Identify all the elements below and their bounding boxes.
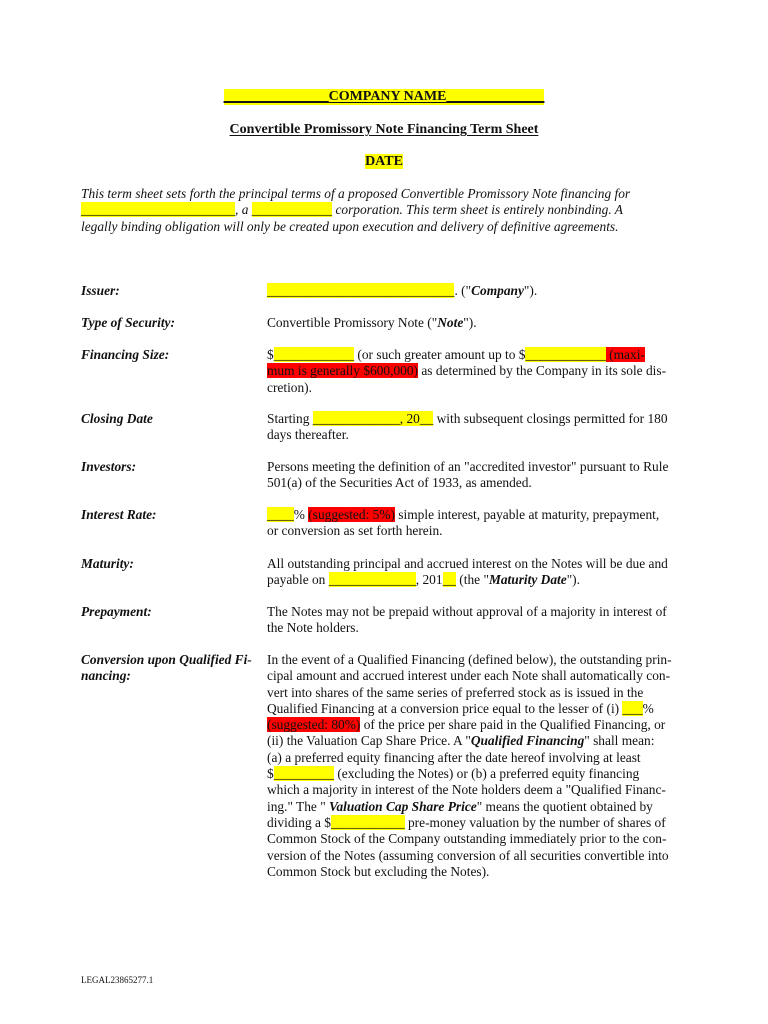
term-value: In the event of a Qualified Financing (defined below), the outstanding prin- cipal amount and accrued interest under each Note shall automatically con- vert into shares of the same series of preferred stock as is issued in the Qualified Financing at a conversion price equal to the lesser of (i) ___% (suggested: 80%) of the price per share paid in the Qualified Financing, or (ii) the Valuation Cap Share Price. A "Qualified Financing" shall mean: (a) a preferred equity financing after the date hereof involving at least $_________ (excluding the Notes) or (b) a preferred equity financing which a majority in interest of the Note holders deem a "Qualified Financ- ing." The " Valuation Cap Share Price" means the quotient obtained by dividing a $___________ pre-money valuation by the number of shares of Common Stock of the Company outstanding immediately prior to the con- version of the Notes (assuming conversion of all securities convertible into Common Stock but excluding the Notes). <box>267 652 672 879</box>
document-title: Convertible Promissory Note Financing Term Sheet <box>229 122 539 137</box>
company-name-lead-blank: _______________ <box>223 89 329 104</box>
closing-date-blank: _____________, 20__ <box>312 411 434 426</box>
financing-max-blank: ____________ <box>525 347 606 362</box>
term-label: Prepayment: <box>81 604 152 619</box>
term-value: Persons meeting the definition of an "accredited investor" pursuant to Rule 501(a) of the Securities Act of 1933, as amended. <box>267 459 669 491</box>
term-label: Conversion upon Qualified Fi- nancing: <box>81 652 252 684</box>
drafting-note-discount: (suggested: 80%) <box>267 717 361 733</box>
term-value: $____________ (or such greater amount up to $____________ (maxi- mum is generally $600,000) as determined by the Company in its sole dis- cretion). <box>267 347 667 395</box>
qualified-amount-blank: _________ <box>273 766 334 782</box>
document-id-footer: LEGAL23865277.1 <box>81 975 154 985</box>
term-value: Convertible Promissory Note ("Note"). <box>267 315 477 330</box>
maturity-year-blank: __ <box>442 572 456 588</box>
term-label: Closing Date <box>81 411 153 426</box>
maturity-date-blank: _____________ <box>328 572 416 588</box>
defined-term-company: Company <box>471 283 524 298</box>
drafting-note-max-cont: mum is generally $600,000) <box>267 363 418 379</box>
date-placeholder: DATE <box>365 154 403 169</box>
intro-line-1: This term sheet sets forth the principal terms of a proposed Convertible Promissory Note financing for <box>81 186 631 201</box>
defined-term-valuation-cap: Valuation Cap Share Price <box>329 798 477 814</box>
term-value: All outstanding principal and accrued interest on the Notes will be due and payable on _____________, 201__ (the "Maturity Date"). <box>267 556 668 588</box>
term-value: ____% (suggested: 5%) simple interest, payable at maturity, prepayment, or conversion as set forth herein. <box>267 507 660 539</box>
valuation-cap-blank: ___________ <box>330 814 405 830</box>
term-value: The Notes may not be prepaid without approval of a majority in interest of the Note holders. <box>267 604 667 636</box>
term-label: Maturity: <box>81 556 134 571</box>
term-label: Issuer: <box>81 283 120 298</box>
term-label: Type of Security: <box>81 315 175 330</box>
defined-term-maturity-date: Maturity Date <box>488 572 567 588</box>
intro-line-2: _______________________, a ____________ corporation. This term sheet is entirely nonbinding. A <box>81 202 623 218</box>
intro-line-3: legally binding obligation will only be created upon execution and delivery of definitive agreements. <box>81 218 619 234</box>
date-heading <box>0 154 768 170</box>
term-label: Interest Rate: <box>81 507 157 522</box>
drafting-note-max: (maxi- <box>605 347 645 362</box>
financing-amount-blank: ____________ <box>273 347 355 362</box>
company-name-tail-blank: ______________ <box>446 89 545 104</box>
defined-term-qualified-financing: Qualified Financing <box>470 733 585 749</box>
interest-rate-blank: ____ <box>267 507 294 522</box>
discount-blank: ___ <box>622 700 643 716</box>
intro-paragraph <box>81 186 691 235</box>
company-name-heading <box>0 89 768 105</box>
company-name: COMPANY NAME <box>328 89 447 104</box>
intro-blank-state: ____________ <box>251 202 333 218</box>
issuer-blank: ____________________________ <box>267 283 455 298</box>
defined-term-note: Note <box>437 315 464 330</box>
term-value: ____________________________. ("Company"). <box>267 283 538 298</box>
intro-blank-party: _______________________ <box>81 202 235 218</box>
drafting-note-interest: (suggested: 5%) <box>308 507 395 522</box>
term-label: Financing Size: <box>81 347 170 362</box>
term-label: Investors: <box>81 459 137 474</box>
term-value: Starting _____________, 20__ with subsequent closings permitted for 180 days thereafter. <box>267 411 668 443</box>
